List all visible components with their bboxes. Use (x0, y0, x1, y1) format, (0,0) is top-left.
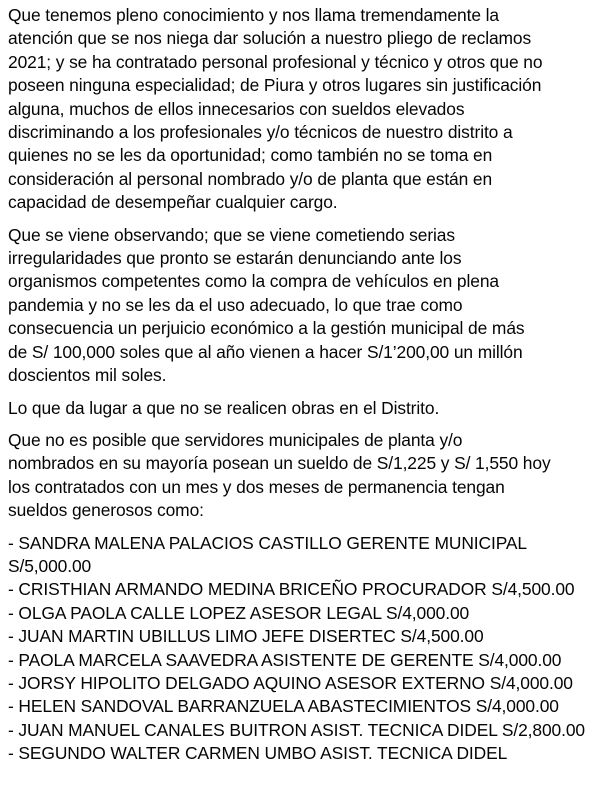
paragraph-sueldos: Que no es posible que servidores municipales de planta y/o nombrados en su mayoría posean un sueldo de S/1,225 y S/ 1,550 hoy los contratados con un mes y dos meses de permanencia tengan sueldos generosos como: (8, 429, 551, 521)
list-item: - JUAN MANUEL CANALES BUITRON ASIST. TECNICA DIDEL S/2,800.00 (8, 719, 585, 740)
list-item: - PAOLA MARCELA SAAVEDRA ASISTENTE DE GERENTE S/4,000.00 (8, 649, 562, 670)
paragraph-irregularidades: Que se viene observando; que se viene cometiendo serias irregularidades que pronto se estarán denunciando ante los organismos competentes como la compra de vehículos en plena pandemia y no se les da el uso adecuado, lo que trae como consecuencia un perjuicio económico a la gestión municipal de más de S/ 100,000 soles que al año vienen a hacer S/1’200,00 un millón doscientos mil soles. (8, 224, 525, 386)
list-item: - SANDRA MALENA PALACIOS CASTILLO GERENTE MUNICIPAL S/5,000.00 (8, 532, 528, 576)
salary-list (8, 532, 616, 766)
list-item: - OLGA PAOLA CALLE LOPEZ ASESOR LEGAL S/4,000.00 (8, 602, 470, 623)
paragraph-pliego-reclamos: Que tenemos pleno conocimiento y nos llama tremendamente la atención que se nos niega dar solución a nuestro pliego de reclamos 2021; y se ha contratado personal profesional y técnico y otros que no poseen ninguna especialidad; de Piura y otros lugares sin justificación alguna, muchos de ellos innecesarios con sueldos elevados discriminando a los profesionales y/o técnicos de nuestro distrito a quienes no se les da oportunidad; como también no se toma en consideración al personal nombrado y/o de planta que están en capacidad de desempeñar cualquier cargo. (8, 5, 543, 213)
list-item: - CRISTHIAN ARMANDO MEDINA BRICEÑO PROCURADOR S/4,500.00 (8, 579, 575, 600)
list-item: - JUAN MARTIN UBILLUS LIMO JEFE DISERTEC S/4,500.00 (8, 626, 484, 647)
list-item: - HELEN SANDOVAL BARRANZUELA ABASTECIMIENTOS S/4,000.00 (8, 696, 559, 717)
list-item: - SEGUNDO WALTER CARMEN UMBO ASIST. TECNICA DIDEL (8, 743, 508, 764)
list-item: - JORSY HIPOLITO DELGADO AQUINO ASESOR EXTERNO S/4,000.00 (8, 672, 573, 693)
paragraph-obras: Lo que da lugar a que no se realicen obras en el Distrito. (8, 397, 440, 418)
